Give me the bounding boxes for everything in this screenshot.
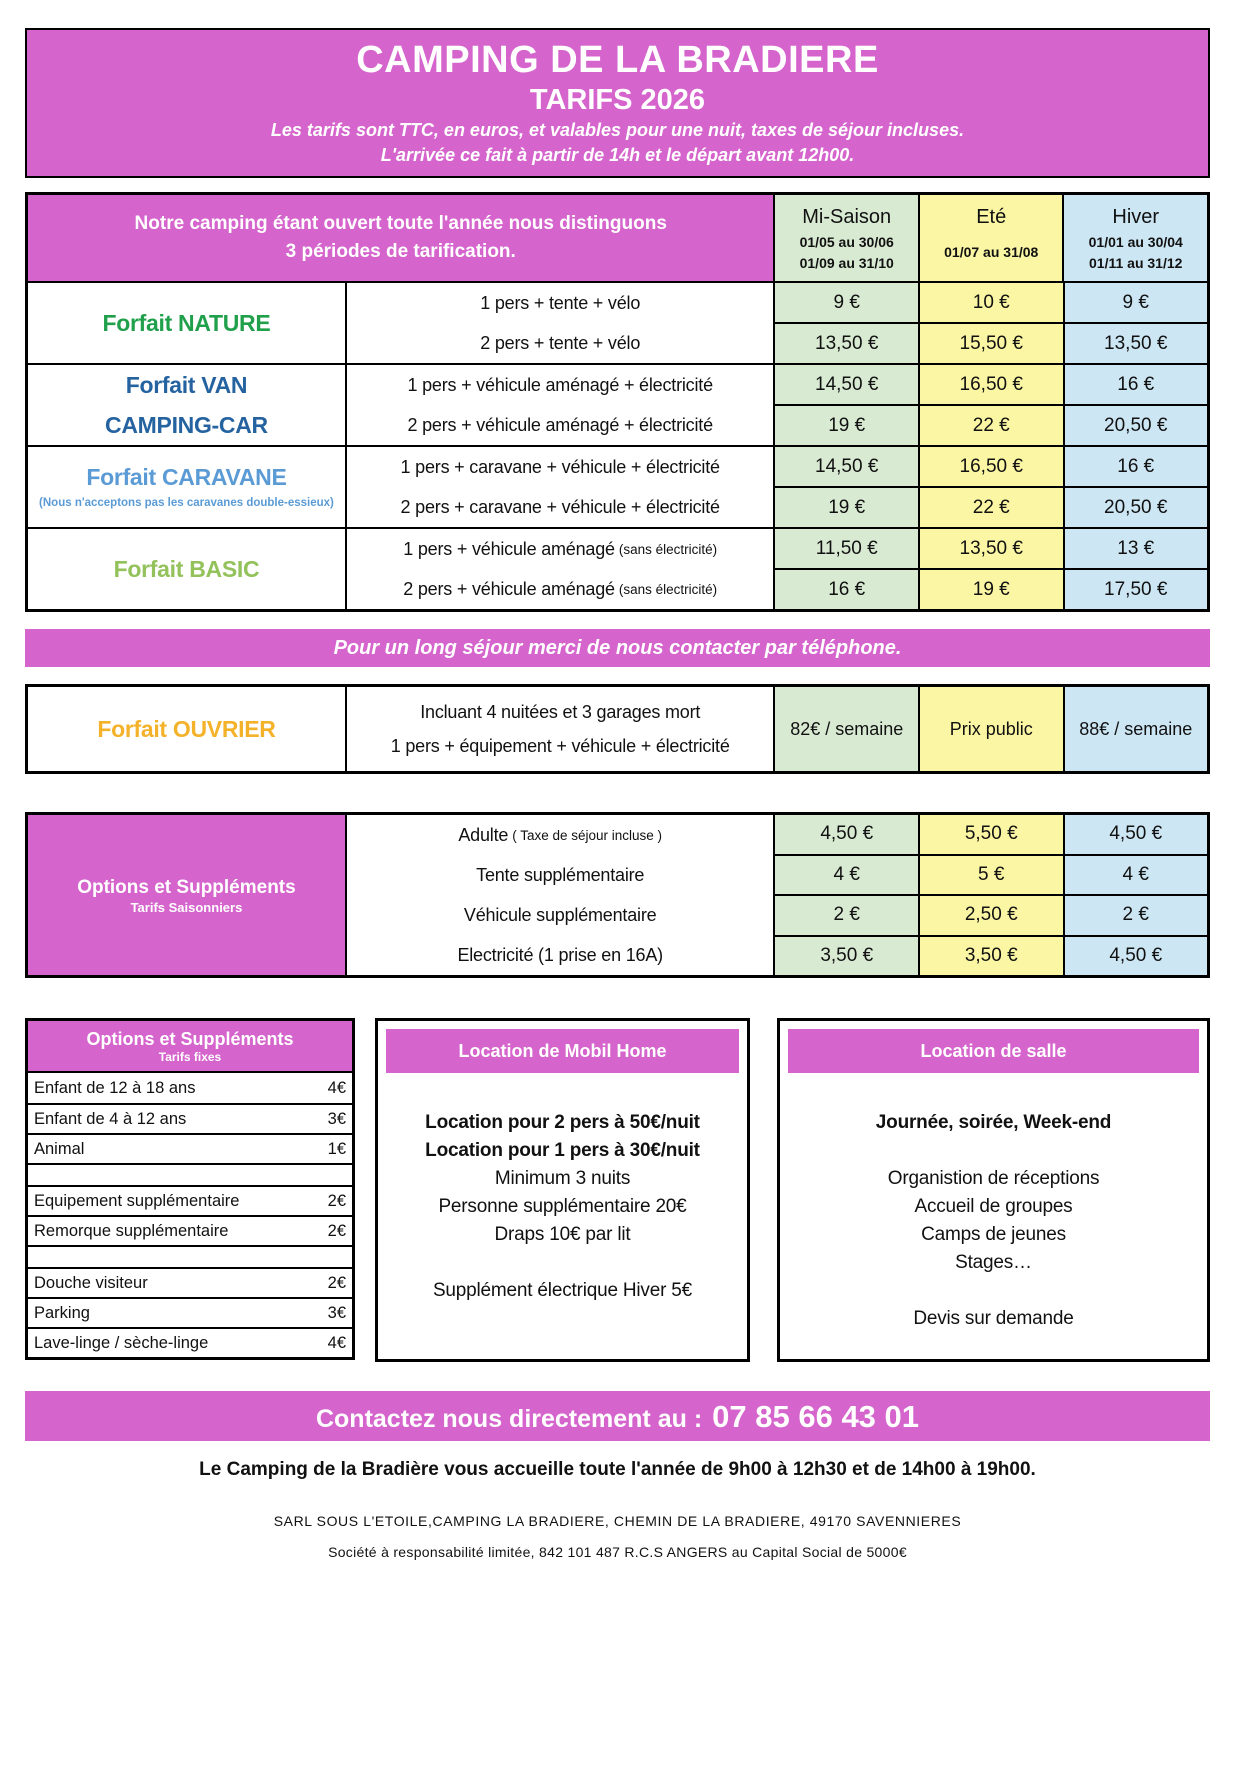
forfait-name: Forfait CARAVANE <box>86 464 287 490</box>
prices-hiver <box>1063 365 1208 445</box>
options-seasonal-table <box>25 812 1210 978</box>
fixed-option-row <box>28 1297 352 1327</box>
price-value: 3,50 € <box>775 935 918 976</box>
options-title: Options et Suppléments <box>77 876 296 898</box>
price-stack <box>920 365 1063 445</box>
prices-mi-saison <box>773 529 918 609</box>
salle-line: Stages… <box>955 1252 1032 1273</box>
fixed-option-row <box>28 1267 352 1297</box>
forfait-ouvrier-table <box>25 684 1210 774</box>
season-name: Eté <box>976 206 1007 228</box>
offer-description: 1 pers + caravane + véhicule + électricité <box>400 456 720 477</box>
header-banner <box>25 28 1210 178</box>
prices-hiver <box>1063 447 1208 527</box>
price-value: 4,50 € <box>1065 935 1208 976</box>
forfait-basic-name-cell <box>28 529 345 609</box>
fixed-option-label: Enfant de 12 à 18 ans <box>34 1078 196 1097</box>
offer-description: Incluant 4 nuitées et 3 garages mort <box>420 701 701 722</box>
price-value: 14,50 € <box>815 455 879 477</box>
contact-phone-number: 07 85 66 43 01 <box>712 1399 920 1434</box>
forfait-caravane-row <box>28 445 1207 527</box>
fixed-option-price: 2€ <box>327 1273 346 1292</box>
prices-ete <box>918 447 1063 527</box>
page <box>25 28 1210 1560</box>
forfait-ouvrier-row <box>28 687 1207 771</box>
price-stack <box>1065 283 1208 363</box>
forfait-name: Forfait BASIC <box>113 555 260 582</box>
offer-description: 1 pers + équipement + véhicule + électricité <box>390 735 730 756</box>
price-value: 22 € <box>920 486 1063 527</box>
option-label: Adulte <box>458 824 509 845</box>
season-date-range: 01/09 au 31/10 <box>799 254 894 271</box>
price-stack <box>1065 815 1208 975</box>
pricing-table <box>25 192 1210 612</box>
price-value: 20,50 € <box>1065 404 1208 445</box>
forfait-basic-descriptions <box>345 529 774 609</box>
offer-description-note: (sans électricité) <box>618 581 718 597</box>
price-value: 16,50 € <box>959 373 1023 395</box>
offer-description: 1 pers + véhicule aménagé <box>403 538 615 559</box>
table-intro-line2: 3 périodes de tarification. <box>285 241 516 262</box>
season-name: Mi-Saison <box>802 206 892 228</box>
opening-hours: Le Camping de la Bradière vous accueille toute l'année de 9h00 à 12h30 et de 14h00 à 19h00. <box>199 1459 1036 1480</box>
options-fixed-header <box>28 1021 352 1073</box>
fixed-option-row <box>28 1103 352 1133</box>
mobil-home-line: Minimum 3 nuits <box>494 1168 631 1189</box>
forfait-nature-descriptions <box>345 283 774 363</box>
option-label: Véhicule supplémentaire <box>463 904 657 925</box>
price-stack <box>920 283 1063 363</box>
price-value: 17,50 € <box>1065 568 1208 609</box>
prices-ete <box>918 529 1063 609</box>
mobil-home-line: Supplément électrique Hiver 5€ <box>432 1280 693 1301</box>
mobil-home-line: Draps 10€ par lit <box>494 1224 631 1245</box>
fixed-option-row <box>28 1327 352 1357</box>
season-dates <box>1089 230 1183 281</box>
prices-hiver <box>1063 815 1208 975</box>
ouvrier-price-mi-saison: 82€ / semaine <box>773 687 918 771</box>
price-value: 22 € <box>920 404 1063 445</box>
fixed-option-price: 3€ <box>327 1109 346 1128</box>
price-value: 19 € <box>920 568 1063 609</box>
price-value: 4 € <box>775 854 918 895</box>
fixed-option-price: 2€ <box>327 1191 346 1210</box>
options-subtitle: Tarifs Saisonniers <box>130 899 243 915</box>
header-note-2: L'arrivée ce fait à partir de 14h et le départ avant 12h00. <box>380 145 855 165</box>
prices-hiver <box>1063 529 1208 609</box>
offer-description-note: (sans électricité) <box>618 541 718 557</box>
price-value: 11,50 € <box>815 537 878 559</box>
fixed-option-label: Remorque supplémentaire <box>34 1221 229 1240</box>
price-value: 3,50 € <box>920 935 1063 976</box>
forfait-caravane-name-cell <box>28 447 345 527</box>
season-dates <box>944 230 1038 281</box>
season-header-mi-saison <box>773 195 918 281</box>
season-date-range: 01/01 au 30/04 <box>1088 233 1183 250</box>
fixed-option-row-empty <box>28 1163 352 1185</box>
fixed-option-label: Parking <box>34 1303 90 1322</box>
season-date-range: 01/07 au 31/08 <box>944 244 1039 260</box>
price-stack <box>775 447 918 527</box>
price-stack <box>1065 529 1208 609</box>
mobil-home-box <box>375 1018 750 1362</box>
price-value: 4,50 € <box>820 823 874 845</box>
price-stack <box>920 815 1063 975</box>
offer-description: 2 pers + tente + vélo <box>480 332 641 353</box>
salle-line: Organistion de réceptions <box>887 1168 1100 1189</box>
mobil-home-line: Location pour 1 pers à 30€/nuit <box>425 1140 700 1161</box>
description-stack <box>347 365 774 445</box>
forfait-van-name-cell <box>28 365 345 445</box>
forfait-name: Forfait VAN <box>125 371 248 398</box>
price-value: 4,50 € <box>1109 823 1163 845</box>
forfait-ouvrier-descriptions <box>345 687 774 771</box>
mobil-home-line: Location pour 2 pers à 50€/nuit <box>425 1112 700 1133</box>
prices-ete <box>918 815 1063 975</box>
season-header-row <box>28 195 1207 281</box>
fixed-option-row <box>28 1215 352 1245</box>
price-value: 13,50 € <box>959 537 1023 559</box>
forfait-note: (Nous n'acceptons pas les caravanes double-essieux) <box>39 497 334 509</box>
contact-label: Contactez nous directement au : <box>315 1405 703 1433</box>
page-title: CAMPING DE LA BRADIERE <box>356 39 879 81</box>
fixed-option-price: 2€ <box>327 1221 346 1240</box>
company-legal-line: Société à responsabilité limitée, 842 101 487 R.C.S ANGERS au Capital Social de 5000€ <box>328 1544 907 1560</box>
price-value: 2 € <box>775 894 918 935</box>
price-stack <box>775 283 918 363</box>
header-note-1: Les tarifs sont TTC, en euros, et valables pour une nuit, taxes de séjour incluses. <box>270 120 965 140</box>
forfait-nature-name-cell <box>28 283 345 363</box>
salle-box <box>777 1018 1210 1362</box>
season-date-range: 01/05 au 30/06 <box>799 233 894 250</box>
price-value: 14,50 € <box>815 373 879 395</box>
price-value: 4 € <box>1065 854 1208 895</box>
forfait-name: Forfait OUVRIER <box>97 715 276 742</box>
forfait-nature-row <box>28 281 1207 363</box>
spacer <box>788 1137 1199 1165</box>
season-name: Hiver <box>1112 206 1160 228</box>
price-stack <box>775 529 918 609</box>
description-stack <box>347 447 774 527</box>
fixed-option-price: 1€ <box>327 1139 346 1158</box>
price-value: 5,50 € <box>964 823 1018 845</box>
price-value: 13 € <box>1117 537 1155 559</box>
price-value: 16 € <box>1117 373 1155 395</box>
offer-description: 2 pers + caravane + véhicule + électricité <box>400 496 720 517</box>
fixed-option-label: Enfant de 4 à 12 ans <box>34 1109 187 1128</box>
forfait-name: Forfait NATURE <box>102 309 271 336</box>
price-value: 16,50 € <box>959 455 1023 477</box>
price-stack <box>1065 365 1208 445</box>
season-header-ete <box>918 195 1063 281</box>
prices-mi-saison <box>773 447 918 527</box>
fixed-option-row <box>28 1185 352 1215</box>
mobil-home-body <box>386 1109 739 1305</box>
price-value: 15,50 € <box>920 322 1063 363</box>
fixed-option-label: Douche visiteur <box>34 1273 148 1292</box>
forfait-caravane-descriptions <box>345 447 774 527</box>
offer-description: 1 pers + tente + vélo <box>480 292 641 313</box>
price-value: 13,50 € <box>775 322 918 363</box>
option-label-note: ( Taxe de séjour incluse ) <box>512 827 663 843</box>
fixed-option-price: 4€ <box>327 1078 346 1097</box>
options-fixed-subtitle: Tarifs fixes <box>158 1050 222 1064</box>
offer-description: 1 pers + véhicule aménagé + électricité <box>407 374 713 395</box>
price-stack <box>1065 447 1208 527</box>
offer-description: 2 pers + véhicule aménagé + électricité <box>407 414 713 435</box>
price-value: 5 € <box>920 854 1063 895</box>
description-stack <box>347 529 774 609</box>
price-value: 9 € <box>1122 291 1149 313</box>
season-header-hiver <box>1062 195 1207 281</box>
fixed-option-price: 3€ <box>327 1303 346 1322</box>
price-value: 9 € <box>833 291 860 313</box>
price-value: 19 € <box>775 486 918 527</box>
season-dates <box>800 230 894 281</box>
price-value: 2,50 € <box>920 894 1063 935</box>
option-label: Tente supplémentaire <box>476 864 645 885</box>
options-descriptions <box>345 815 774 975</box>
fixed-option-label: Lave-linge / sèche-linge <box>34 1333 209 1352</box>
options-seasonal-row <box>28 815 1207 975</box>
season-date-range: 01/11 au 31/12 <box>1089 254 1183 271</box>
description-stack <box>347 283 774 363</box>
price-value: 19 € <box>775 404 918 445</box>
salle-line: Camps de jeunes <box>921 1224 1066 1245</box>
fixed-option-label: Equipement supplémentaire <box>34 1191 240 1210</box>
long-stay-banner: Pour un long séjour merci de nous contacter par téléphone. <box>25 629 1210 667</box>
fixed-option-price: 4€ <box>327 1333 346 1352</box>
price-value: 20,50 € <box>1065 486 1208 527</box>
table-intro-cell <box>28 195 773 281</box>
forfait-van-descriptions <box>345 365 774 445</box>
fixed-option-row <box>28 1133 352 1163</box>
offer-description: 2 pers + véhicule aménagé <box>403 578 615 599</box>
prices-hiver <box>1063 283 1208 363</box>
bottom-boxes <box>25 1018 1210 1366</box>
prices-mi-saison <box>773 365 918 445</box>
table-intro-line1: Notre camping étant ouvert toute l'année nous distinguons <box>134 213 667 234</box>
prices-ete <box>918 365 1063 445</box>
price-stack <box>775 815 918 975</box>
salle-title: Location de salle <box>788 1029 1199 1073</box>
forfait-van-row <box>28 363 1207 445</box>
prices-mi-saison <box>773 815 918 975</box>
ouvrier-price-hiver: 88€ / semaine <box>1063 687 1208 771</box>
salle-line: Journée, soirée, Week-end <box>875 1112 1112 1133</box>
prices-mi-saison <box>773 283 918 363</box>
price-stack <box>775 365 918 445</box>
price-value: 13,50 € <box>1065 322 1208 363</box>
price-value: 16 € <box>775 568 918 609</box>
option-label: Electricité (1 prise en 16A) <box>457 944 663 965</box>
spacer <box>788 1277 1199 1305</box>
forfait-basic-row <box>28 527 1207 609</box>
fixed-option-row <box>28 1073 352 1103</box>
prices-ete <box>918 283 1063 363</box>
price-value: 10 € <box>972 291 1010 313</box>
contact-banner <box>25 1391 1210 1441</box>
forfait-ouvrier-name-cell <box>28 687 345 771</box>
mobil-home-line: Personne supplémentaire 20€ <box>438 1196 687 1217</box>
price-value: 16 € <box>1117 455 1155 477</box>
mobil-home-title: Location de Mobil Home <box>386 1029 739 1073</box>
tarifs-year-subtitle: TARIFS 2026 <box>529 84 706 116</box>
price-value: 2 € <box>1065 894 1208 935</box>
options-fixed-title: Options et Suppléments <box>86 1029 294 1049</box>
options-seasonal-title-cell <box>28 815 345 975</box>
price-stack <box>920 529 1063 609</box>
fixed-option-label: Animal <box>34 1139 85 1158</box>
price-stack <box>920 447 1063 527</box>
company-address-line: SARL SOUS L'ETOILE,CAMPING LA BRADIERE, CHEMIN DE LA BRADIERE, 49170 SAVENNIERES <box>273 1513 962 1529</box>
options-fixed-box <box>25 1018 355 1360</box>
salle-line: Accueil de groupes <box>914 1196 1073 1217</box>
description-stack <box>347 815 774 975</box>
salle-line: Devis sur demande <box>913 1308 1074 1329</box>
salle-body <box>788 1109 1199 1333</box>
spacer <box>386 1249 739 1277</box>
ouvrier-price-ete: Prix public <box>918 687 1063 771</box>
fixed-option-row-empty <box>28 1245 352 1267</box>
forfait-name-line2: CAMPING-CAR <box>105 411 268 438</box>
